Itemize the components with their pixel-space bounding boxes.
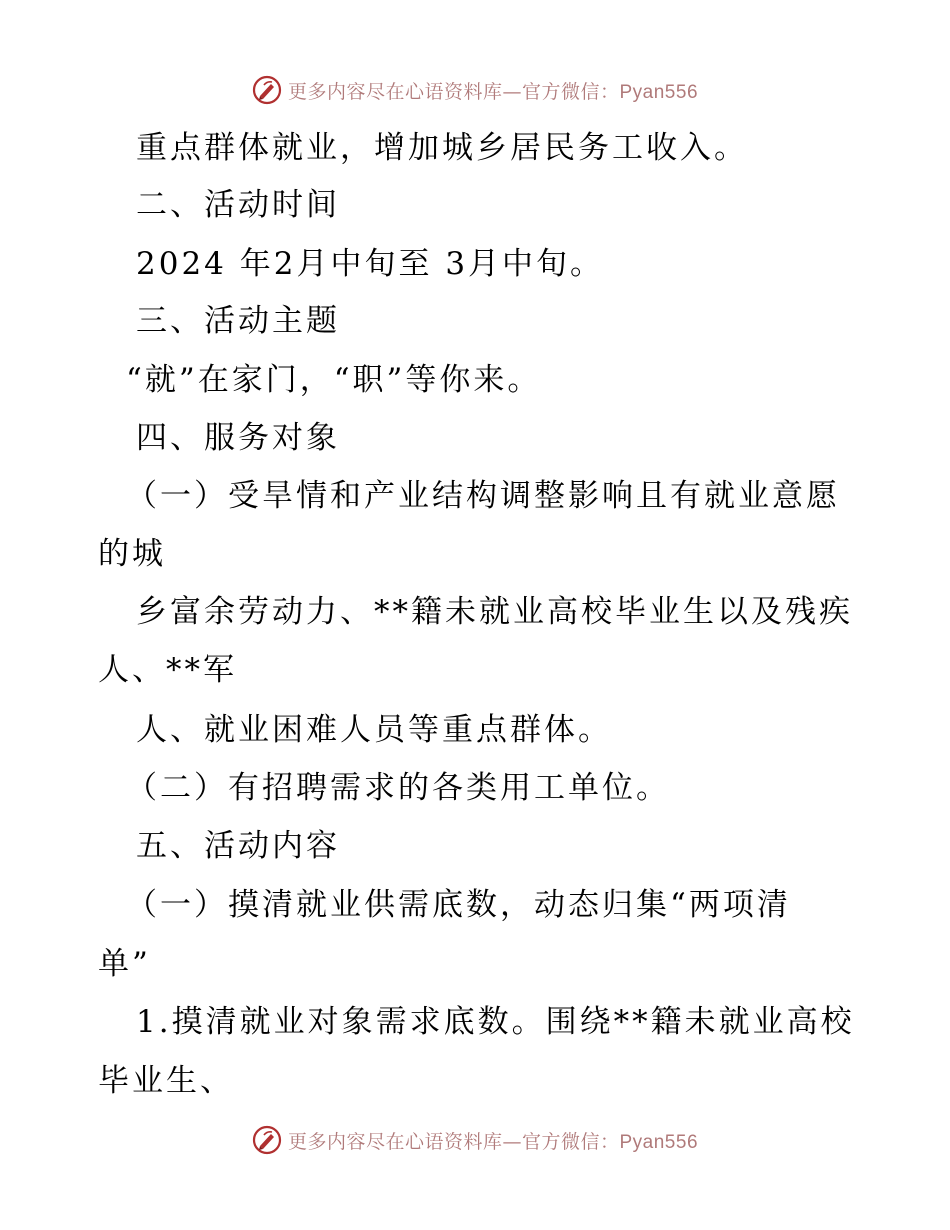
section-heading-content: 五、活动内容	[136, 828, 340, 864]
text-line: 人、就业困难人员等重点群体。	[136, 712, 612, 748]
text-line: 的城	[98, 536, 166, 572]
text-line: 单”	[98, 946, 151, 982]
text-line: 1.摸清就业对象需求底数。围绕**籍未就业高校	[136, 1004, 855, 1040]
text-line: 2024 年2月中旬至 3月中旬。	[136, 246, 605, 282]
pen-circle-logo-icon	[252, 75, 282, 105]
text-line: （一）受旱情和产业结构调整影响且有就业意愿	[126, 478, 840, 514]
text-line: “就”在家门，“职”等你来。	[126, 362, 542, 398]
text-line: （二）有招聘需求的各类用工单位。	[126, 770, 670, 806]
text-line: 人、**军	[98, 652, 237, 688]
text-line: 乡富余劳动力、**籍未就业高校毕业生以及残疾	[136, 594, 853, 630]
watermark-text: 更多内容尽在心语资料库—官方微信：Pyan556	[287, 80, 699, 103]
section-heading-targets: 四、服务对象	[136, 420, 340, 456]
pen-circle-logo-icon	[252, 1125, 282, 1155]
text-line: 重点群体就业，增加城乡居民务工收入。	[136, 130, 748, 166]
watermark-text: 更多内容尽在心语资料库—官方微信：Pyan556	[287, 1130, 699, 1153]
footer-watermark	[0, 1122, 950, 1158]
section-heading-theme: 三、活动主题	[136, 303, 340, 339]
section-heading-time: 二、活动时间	[136, 187, 340, 223]
text-line: （一）摸清就业供需底数，动态归集“两项清	[126, 887, 791, 923]
text-line: 毕业生、	[98, 1063, 234, 1099]
header-watermark	[0, 72, 950, 108]
